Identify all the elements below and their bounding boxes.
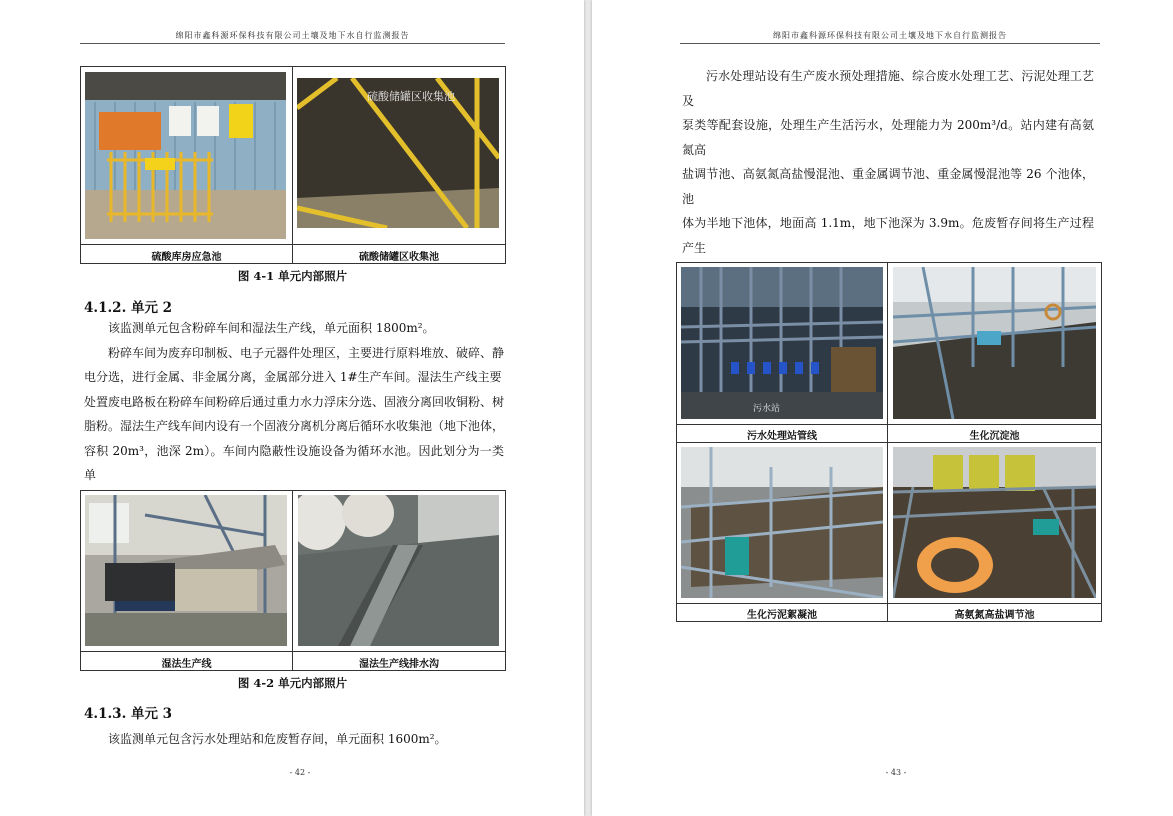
header-rule — [80, 43, 505, 44]
table-divider — [292, 491, 293, 670]
page-header: 绵阳市鑫科源环保科技有限公司土壤及地下水自行监测报告 — [175, 31, 410, 40]
photo-caption: 生化沉淀池 — [969, 431, 1020, 442]
section-heading: 4.1.3. 单元 3 — [84, 706, 173, 722]
photo-wet-production-drain — [298, 495, 499, 646]
photo-acid-storage-emergency-pool — [85, 72, 286, 239]
photo-table-fig-4-1 — [80, 66, 506, 264]
text-line: 粉碎车间为废弃印制板、电子元器件处理区，主要进行原料堆放、破碎、静 — [108, 345, 505, 360]
page-number: - 42 - — [289, 768, 311, 777]
header-rule — [680, 43, 1100, 44]
report-page-43 — [592, 0, 1173, 816]
photo-acid-tank-collection-pool — [297, 78, 499, 228]
text-line: 处置废电路板在粉碎车间粉碎后通过重力水力浮床分选、固液分离回收铜粉、树 — [84, 394, 505, 409]
table-divider — [292, 67, 293, 263]
report-page-42 — [0, 0, 584, 816]
photo-caption: 硫酸库房应急池 — [151, 252, 222, 263]
photo-table-fig-4-2 — [80, 490, 506, 671]
table-divider — [81, 244, 505, 245]
text-line: 脂粉。湿法生产线车间内设有一个固液分离机分离后循环水收集池（地下池体， — [84, 419, 505, 433]
text-line: 体为半地下池体，地面高 1.1m，地下池深为 3.9m。危废暂存间将生产过程产生 — [682, 216, 1094, 255]
photo-caption: 生化污泥絮凝池 — [747, 610, 817, 621]
figure-caption: 图 4-1 单元内部照片 — [237, 269, 348, 283]
text-line: 该监测单元包含污水处理站和危废暂存间，单元面积 1600m²。 — [108, 732, 447, 746]
section-body — [84, 316, 504, 512]
section-heading: 4.1.2. 单元 2 — [84, 300, 173, 316]
photo-caption: 湿法生产线 — [161, 659, 212, 670]
figure-caption: 图 4-2 单元内部照片 — [237, 676, 348, 690]
page-header: 绵阳市鑫科源环保科技有限公司土壤及地下水自行监测报告 — [773, 31, 1007, 40]
text-line: 容积 20m³，池深 2m）。车间内隐蔽性设施设备为循环水池。因此划分为一类单 — [84, 443, 504, 482]
photo-caption: 高氨氮高盐调节池 — [954, 610, 1035, 621]
photo-biochemical-sedimentation-tank — [893, 267, 1096, 419]
table-divider — [81, 651, 505, 652]
table-divider — [677, 424, 1101, 425]
text-line: 泵类等配套设施，处理生产生活污水，处理能力为 200m³/d。站内建有高氨氮高 — [682, 118, 1094, 157]
page-number: - 43 - — [885, 768, 907, 777]
photo-high-ammonia-regulating-tank — [893, 447, 1096, 598]
photo-biochemical-sludge-flocculation — [681, 447, 883, 598]
photo-wet-production-line — [85, 495, 287, 646]
photo-wastewater-pipeline — [681, 267, 883, 419]
text-line: 污水处理站设有生产废水预处理措施、综合废水处理工艺、污泥处理工艺及 — [682, 69, 1094, 108]
table-divider — [677, 442, 1101, 443]
photo-watermark-text: 污水站 — [753, 404, 781, 414]
section-body — [84, 727, 504, 752]
photo-caption: 污水处理站管线 — [747, 431, 817, 442]
table-divider — [677, 603, 1101, 604]
text-line: 盐调节池、高氨氮高盐慢混池、重金属调节池、重金属慢混池等 26 个池体，池 — [682, 167, 1094, 206]
text-line: 电分选，进行金属、非金属分离，金属部分进入 1#生产车间。湿法生产线主要 — [84, 370, 502, 384]
photo-table-wastewater — [676, 262, 1102, 622]
photo-watermark-text: 硫酸储罐区收集池 — [367, 90, 455, 103]
photo-caption: 硫酸储罐区收集池 — [359, 252, 439, 263]
text-line: 该监测单元包含粉碎车间和湿法生产线，单元面积 1800m²。 — [108, 321, 435, 335]
photo-caption: 湿法生产线排水沟 — [359, 659, 439, 670]
